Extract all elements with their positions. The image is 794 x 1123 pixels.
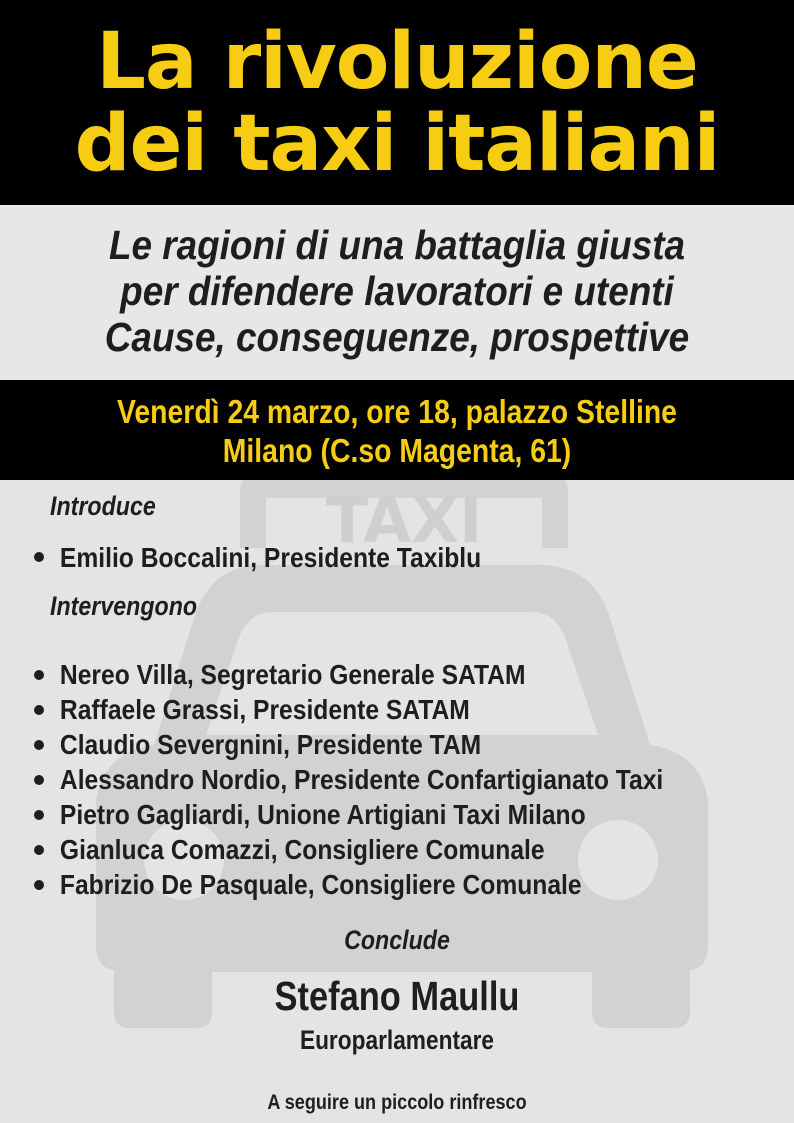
intro-item-text: Emilio Boccalini, Presidente Taxiblu	[59, 542, 482, 573]
speaker-text: Fabrizio De Pasquale, Consigliere Comunale	[59, 869, 582, 900]
speakers-label: Intervengono	[50, 591, 198, 621]
speaker-text: Claudio Severgnini, Presidente TAM	[59, 729, 482, 760]
conclude-label: Conclude	[344, 925, 450, 955]
speaker-item-5	[30, 798, 586, 832]
speaker-item-4	[30, 763, 664, 797]
taxi-sign-text: TAXI	[325, 484, 483, 557]
speaker-text: Nereo Villa, Segretario Generale SATAM	[59, 659, 526, 690]
intro-label: Introduce	[50, 491, 156, 521]
speaker-text: Pietro Gagliardi, Unione Artigiani Taxi Milano	[59, 799, 586, 830]
speaker-item-3	[30, 728, 482, 762]
subtitle-line-2: per difendere lavoratori e utenti	[120, 268, 674, 314]
speaker-text: Gianluca Comazzi, Consigliere Comunale	[59, 834, 545, 865]
speaker-text: Raffaele Grassi, Presidente SATAM	[59, 694, 470, 725]
footer-note: A seguire un piccolo rinfresco	[267, 1091, 527, 1114]
closing-speaker-name: Stefano Maullu	[274, 973, 520, 1019]
title-line-1: La rivoluzione	[96, 17, 698, 107]
speaker-item-6	[30, 833, 545, 867]
subtitle-line-1: Le ragioni di una battaglia giusta	[108, 222, 686, 268]
intro-item-1	[30, 541, 482, 575]
event-date-line: Venerdì 24 marzo, ore 18, palazzo Stelline	[117, 393, 677, 430]
closing-speaker-role: Europarlamentare	[299, 1025, 495, 1055]
speaker-item-2	[30, 693, 470, 727]
speaker-text: Alessandro Nordio, Presidente Confartigianato Taxi	[59, 764, 664, 795]
speaker-item-7	[30, 868, 582, 902]
event-venue-line: Milano (C.so Magenta, 61)	[222, 432, 572, 469]
speaker-item-1	[30, 658, 526, 692]
subtitle-line-3: Cause, conseguenze, prospettive	[104, 314, 690, 360]
title-line-2: dei taxi italiani	[74, 99, 720, 189]
